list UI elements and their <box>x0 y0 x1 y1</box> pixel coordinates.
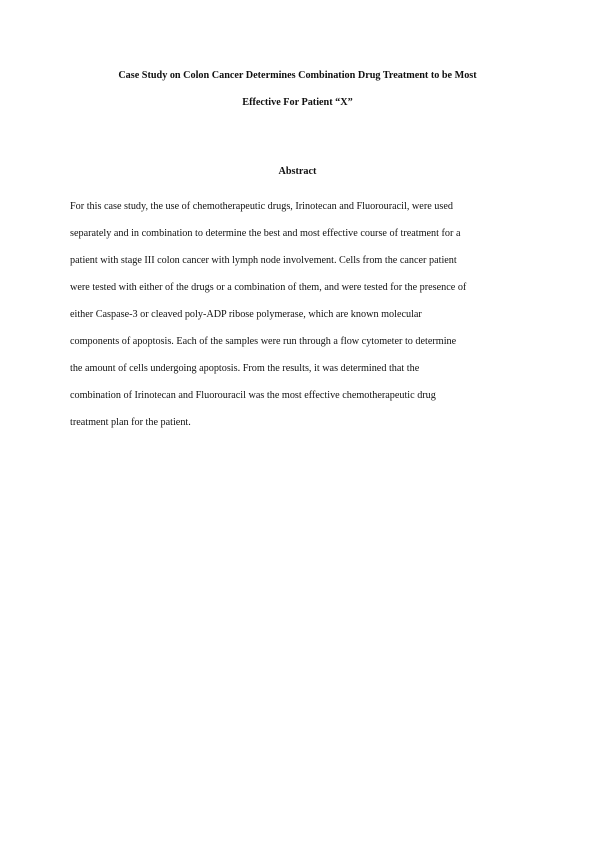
abstract-line: separately and in combination to determine the best and most effective course of treatment for a <box>70 228 461 239</box>
abstract-line: patient with stage III colon cancer with lymph node involvement. Cells from the cancer patient <box>70 255 457 266</box>
abstract-line: For this case study, the use of chemotherapeutic drugs, Irinotecan and Fluorouracil, were used <box>70 201 453 212</box>
abstract-heading: Abstract <box>278 166 317 177</box>
abstract-line: were tested with either of the drugs or a combination of them, and were tested for the presence of <box>70 282 467 293</box>
abstract-line: components of apoptosis. Each of the samples were run through a flow cytometer to determine <box>70 336 457 347</box>
abstract-line: combination of Irinotecan and Fluorouracil was the most effective chemotherapeutic drug <box>70 390 436 401</box>
abstract-line: the amount of cells undergoing apoptosis. From the results, it was determined that the <box>70 363 420 374</box>
document-title-line-1: Case Study on Colon Cancer Determines Combination Drug Treatment to be Most <box>118 70 477 81</box>
document-title-line-2: Effective For Patient “X” <box>242 97 353 108</box>
abstract-line: either Caspase-3 or cleaved poly-ADP ribose polymerase, which are known molecular <box>70 309 422 320</box>
abstract-line: treatment plan for the patient. <box>70 417 191 428</box>
